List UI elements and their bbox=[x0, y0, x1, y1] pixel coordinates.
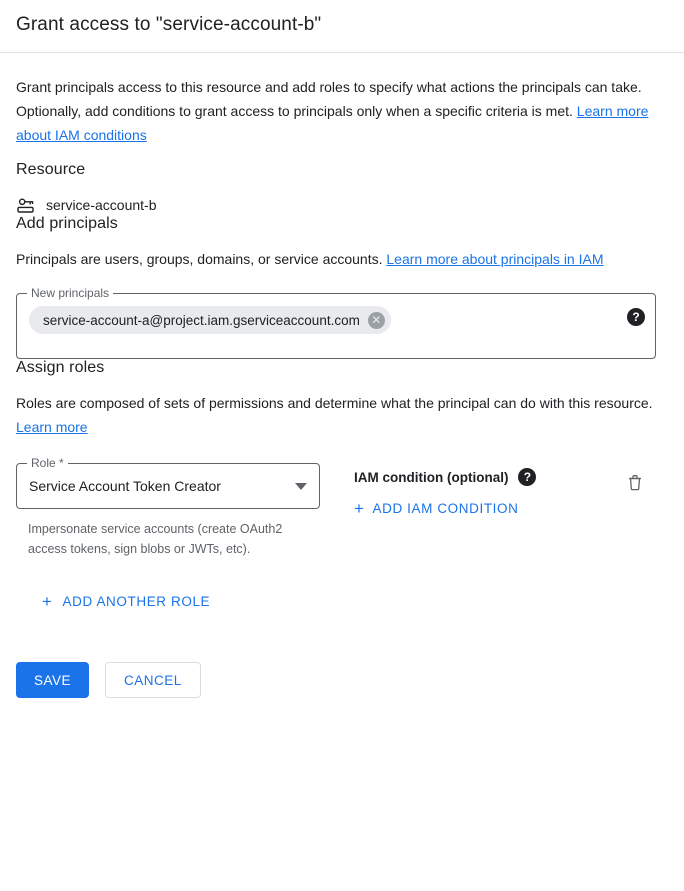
assign-roles-description bbox=[16, 391, 656, 439]
add-iam-condition-label: ADD IAM CONDITION bbox=[372, 501, 519, 516]
role-description: Impersonate service accounts (create OAuth2 access tokens, sign blobs or JWTs, etc). bbox=[28, 522, 283, 556]
role-select-label: Role * bbox=[27, 456, 68, 470]
role-select-value: Service Account Token Creator bbox=[29, 478, 221, 494]
principals-learn-more-link[interactable]: Learn more about principals in IAM bbox=[386, 251, 604, 267]
role-select[interactable] bbox=[16, 456, 320, 509]
close-icon[interactable]: ✕ bbox=[368, 312, 385, 329]
plus-icon: + bbox=[354, 499, 365, 518]
assign-roles-heading: Assign roles bbox=[16, 359, 105, 376]
principals-description-body: Principals are users, groups, domains, or service accounts. bbox=[16, 251, 383, 267]
intro-text bbox=[16, 75, 656, 147]
header-divider bbox=[0, 52, 684, 53]
cancel-button[interactable]: CANCEL bbox=[105, 662, 201, 698]
add-principals-heading: Add principals bbox=[16, 215, 118, 232]
principal-chip[interactable] bbox=[29, 306, 391, 334]
page-title: Grant access to "service-account-b" bbox=[16, 14, 322, 35]
resource-heading: Resource bbox=[16, 161, 86, 178]
resource-row bbox=[16, 195, 668, 215]
panel-content bbox=[0, 75, 684, 714]
trash-icon[interactable] bbox=[624, 471, 646, 493]
new-principals-field[interactable] bbox=[16, 286, 656, 359]
service-account-icon bbox=[16, 195, 36, 215]
help-icon[interactable]: ? bbox=[518, 468, 536, 486]
chevron-down-icon[interactable] bbox=[295, 483, 307, 490]
plus-icon: + bbox=[42, 592, 53, 611]
iam-condition-column bbox=[354, 463, 536, 517]
help-icon[interactable]: ? bbox=[627, 308, 645, 326]
role-row bbox=[16, 456, 668, 559]
principal-chip-label: service-account-a@project.iam.gserviceaccount.com bbox=[43, 312, 360, 328]
iam-conditions-learn-more-link[interactable]: Learn more about IAM conditions bbox=[16, 103, 649, 143]
add-iam-condition-button[interactable] bbox=[354, 500, 536, 517]
resource-name: service-account-b bbox=[46, 197, 157, 213]
new-principals-label: New principals bbox=[27, 286, 113, 300]
add-another-role-label: ADD ANOTHER ROLE bbox=[62, 594, 211, 609]
add-another-role-button[interactable] bbox=[42, 593, 210, 610]
principals-description bbox=[16, 247, 656, 271]
role-select-column bbox=[16, 456, 320, 559]
save-button[interactable]: SAVE bbox=[16, 662, 89, 698]
intro-text-body: Grant principals access to this resource and add roles to specify what actions the principals can take. Optionally, add conditions to grant access to principals only when a specific criteria is met. bbox=[16, 79, 642, 119]
footer-actions bbox=[16, 662, 668, 714]
iam-condition-label: IAM condition (optional) bbox=[354, 469, 509, 485]
iam-condition-label-row bbox=[354, 468, 536, 486]
assign-roles-description-body: Roles are composed of sets of permissions and determine what the principal can do with this resource. bbox=[16, 395, 653, 411]
roles-learn-more-link[interactable]: Learn more bbox=[16, 419, 88, 435]
